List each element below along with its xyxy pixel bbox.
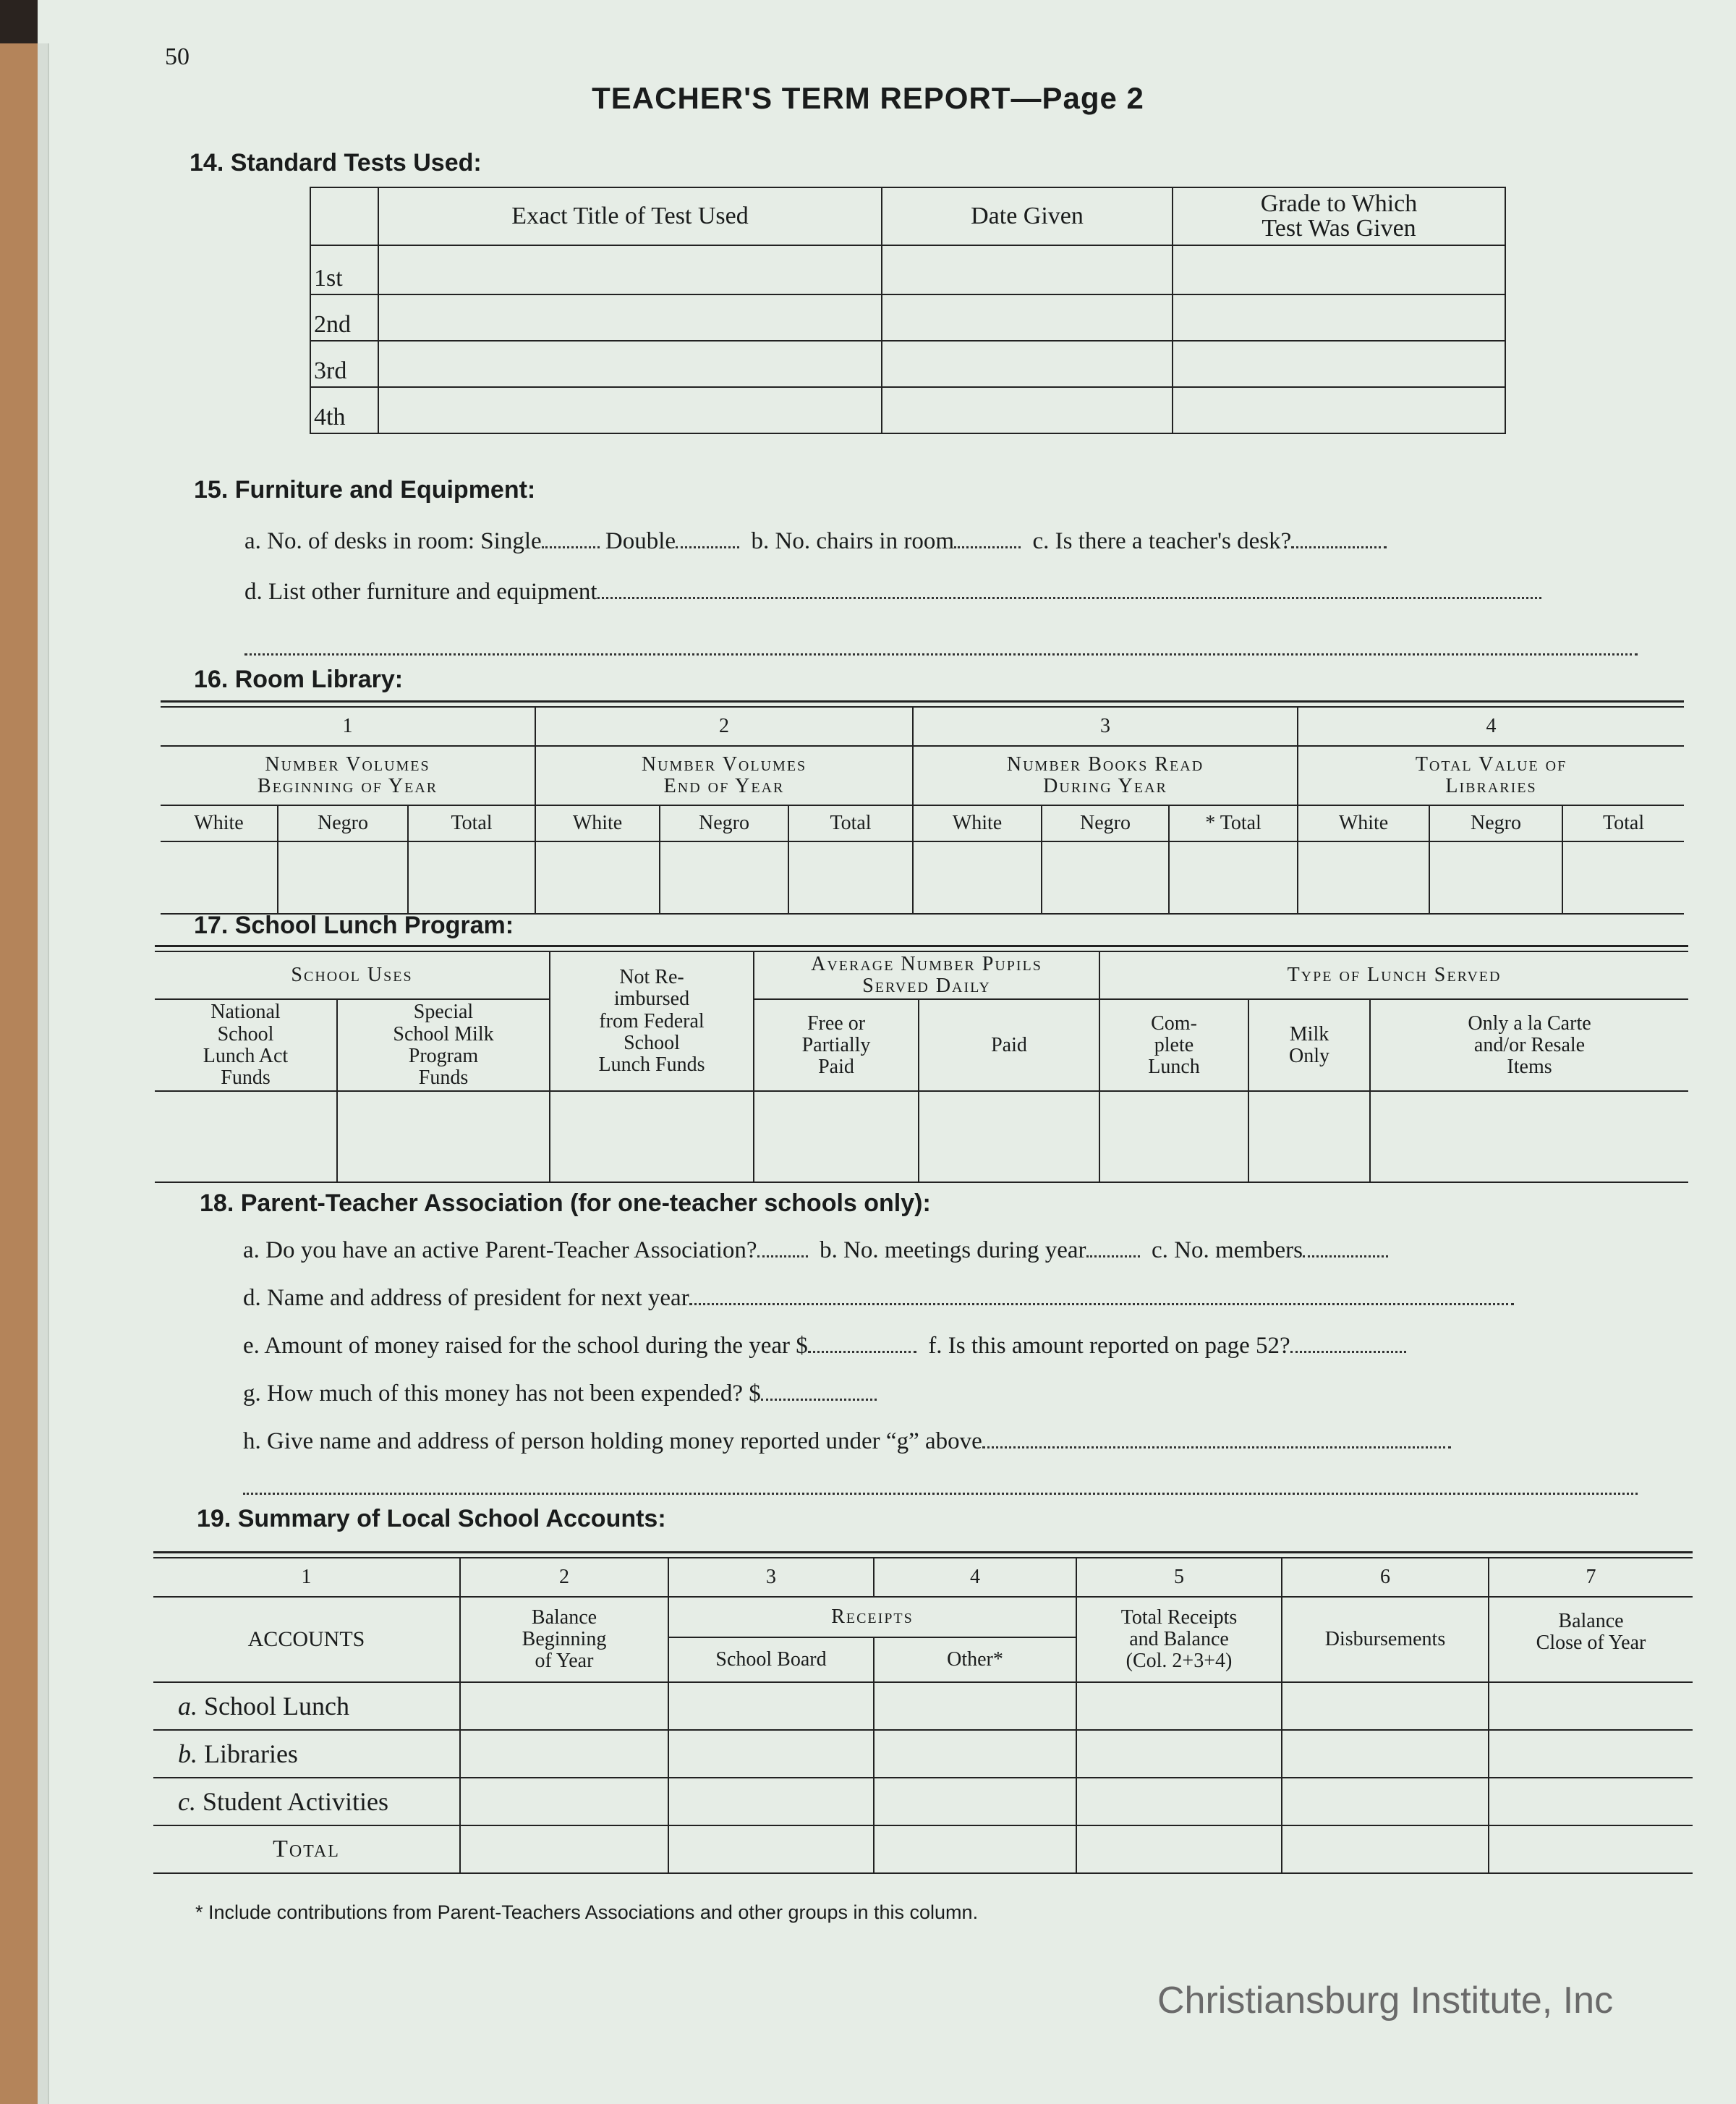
entry-cell[interactable] — [919, 1091, 1099, 1182]
entry-cell[interactable] — [550, 1091, 754, 1182]
sp-line: Special — [413, 1001, 474, 1024]
field-double-desks[interactable] — [676, 546, 739, 548]
row-label: Libraries — [204, 1739, 298, 1768]
field-money-holder[interactable] — [982, 1446, 1451, 1448]
entry-cell[interactable] — [1169, 841, 1298, 914]
nr-line: from Federal — [599, 1009, 705, 1032]
test-title-cell[interactable] — [378, 341, 882, 387]
national-header — [155, 999, 337, 1091]
sub-total: Total — [1562, 805, 1684, 841]
label-money-holder: h. Give name and address of person holding money reported under “g” above — [243, 1428, 982, 1454]
field-chairs[interactable] — [954, 546, 1021, 548]
entry-cell[interactable] — [1282, 1682, 1489, 1730]
col-num-4: 4 — [874, 1558, 1076, 1597]
entry-cell[interactable] — [1282, 1730, 1489, 1778]
label-members: c. No. members — [1152, 1237, 1303, 1263]
entry-cell[interactable] — [155, 1091, 337, 1182]
entry-cell[interactable] — [874, 1825, 1076, 1873]
average-header — [754, 951, 1099, 999]
bb-line: Balance — [531, 1605, 597, 1629]
field-money-holder-cont[interactable] — [243, 1492, 1638, 1495]
balance-close-header — [1489, 1597, 1693, 1682]
col-num-3: 3 — [668, 1558, 874, 1597]
test-grade-cell[interactable] — [1173, 294, 1505, 341]
label-active-pta: a. Do you have an active Parent-Teacher Association? — [243, 1237, 757, 1263]
group-1-line1: Number Volumes — [265, 752, 430, 776]
free-line: Partially — [801, 1033, 871, 1056]
entry-cell[interactable] — [460, 1682, 668, 1730]
entry-cell[interactable] — [788, 841, 913, 914]
group-1-num: 1 — [161, 707, 535, 746]
entry-cell[interactable] — [1489, 1778, 1693, 1825]
free-header — [754, 999, 919, 1091]
group-4-line1: Total Value of — [1415, 752, 1567, 776]
entry-cell[interactable] — [1489, 1730, 1693, 1778]
group-3-label — [913, 746, 1298, 805]
group-2-line2: End of Year — [663, 775, 785, 797]
field-teacher-desk[interactable] — [1291, 546, 1387, 548]
section-18-heading: 18. Parent-Teacher Association (for one-teacher schools only): — [200, 1189, 931, 1217]
sub-negro: Negro — [660, 805, 788, 841]
sp-line: Program — [408, 1044, 479, 1067]
label-money-raised: e. Amount of money raised for the school during the year $ — [243, 1333, 808, 1359]
milk-line: Milk — [1289, 1022, 1329, 1045]
col-num-2: 2 — [460, 1558, 668, 1597]
cl-line: Lunch — [1148, 1056, 1200, 1079]
sub-white: White — [161, 805, 278, 841]
entry-cell[interactable] — [1076, 1778, 1282, 1825]
ala-line: and/or Resale — [1473, 1033, 1586, 1056]
line-18a — [243, 1237, 1388, 1264]
not-reimbursed-header — [550, 951, 754, 1091]
row-label: School Lunch — [204, 1691, 349, 1721]
blank-header — [310, 187, 378, 245]
receipts-header: Receipts — [668, 1597, 1076, 1637]
complete-lunch-header — [1099, 999, 1248, 1091]
entry-cell[interactable] — [1076, 1730, 1282, 1778]
col-num-1: 1 — [153, 1558, 460, 1597]
nat-line: Funds — [221, 1066, 271, 1090]
entry-cell[interactable] — [1076, 1825, 1282, 1873]
watermark: Christiansburg Institute, Inc — [1157, 1980, 1614, 2022]
test-date-cell[interactable] — [882, 245, 1173, 294]
entry-cell[interactable] — [1562, 841, 1684, 914]
field-members[interactable] — [1303, 1255, 1388, 1257]
school-lunch-table — [155, 951, 1688, 1183]
field-active-pta[interactable] — [757, 1255, 808, 1257]
row-student-activities — [153, 1778, 460, 1825]
page-title: TEACHER'S TERM REPORT—Page 2 — [592, 81, 1144, 115]
entry-cell[interactable] — [1370, 1091, 1688, 1182]
page-edge — [38, 43, 49, 2104]
label-chairs: b. No. chairs in room — [751, 528, 954, 554]
free-line: Free or — [807, 1011, 866, 1035]
entry-cell[interactable] — [460, 1778, 668, 1825]
section-17-heading: 17. School Lunch Program: — [194, 912, 514, 939]
test-date-cell[interactable] — [882, 294, 1173, 341]
test-title-cell[interactable] — [378, 387, 882, 433]
entry-cell[interactable] — [1076, 1682, 1282, 1730]
group-3-line1: Number Books Read — [1006, 752, 1204, 776]
test-grade-cell[interactable] — [1173, 245, 1505, 294]
room-library-table — [161, 706, 1684, 915]
entry-cell[interactable] — [660, 841, 788, 914]
nr-line: Not Re- — [619, 966, 684, 989]
field-reported[interactable] — [1290, 1350, 1406, 1353]
sub-negro: Negro — [278, 805, 408, 841]
double-rule — [155, 945, 1688, 947]
nr-line: Lunch Funds — [598, 1053, 705, 1077]
col-num-6: 6 — [1282, 1558, 1489, 1597]
school-board-header: School Board — [668, 1637, 874, 1682]
entry-cell[interactable] — [874, 1778, 1076, 1825]
tr-line: and Balance — [1129, 1627, 1229, 1650]
row-label: 2nd — [310, 294, 378, 341]
entry-cell[interactable] — [278, 841, 408, 914]
nr-line: imbursed — [613, 988, 690, 1011]
group-2-label — [535, 746, 913, 805]
sub-total: Total — [408, 805, 535, 841]
test-grade-cell[interactable] — [1173, 387, 1505, 433]
label-not-expended: g. How much of this money has not been expended? $ — [243, 1380, 761, 1407]
tr-line: Total Receipts — [1120, 1605, 1238, 1629]
field-president[interactable] — [689, 1302, 1514, 1305]
nat-line: School — [217, 1022, 274, 1045]
group-2-line1: Number Volumes — [641, 752, 807, 776]
row-label: 4th — [310, 387, 378, 433]
page-number: 50 — [165, 43, 190, 70]
section-14-heading: 14. Standard Tests Used: — [190, 149, 482, 177]
row-libraries — [153, 1730, 460, 1778]
col-exact-title: Exact Title of Test Used — [378, 187, 882, 245]
ala-line: Only a la Carte — [1468, 1011, 1591, 1035]
test-date-cell[interactable] — [882, 387, 1173, 433]
entry-cell[interactable] — [874, 1682, 1076, 1730]
entry-cell[interactable] — [1042, 841, 1169, 914]
field-meetings[interactable] — [1086, 1255, 1140, 1257]
group-1-label — [161, 746, 535, 805]
col-grade — [1173, 187, 1505, 245]
entry-cell[interactable] — [874, 1730, 1076, 1778]
test-grade-cell[interactable] — [1173, 341, 1505, 387]
group-4-num: 4 — [1298, 707, 1684, 746]
label-reported: f. Is this amount reported on page 52? — [928, 1333, 1290, 1359]
col-date-given: Date Given — [882, 187, 1173, 245]
disbursements-header: Disbursements — [1282, 1597, 1489, 1682]
label-teacher-desk: c. Is there a teacher's desk? — [1032, 528, 1292, 554]
col-grade-line2: Test Was Given — [1261, 215, 1416, 242]
entry-cell[interactable] — [1282, 1778, 1489, 1825]
bb-line: Beginning — [522, 1627, 607, 1650]
row-letter: c. — [178, 1786, 196, 1816]
type-of-lunch-header: Type of Lunch Served — [1099, 951, 1688, 999]
col-num-7: 7 — [1489, 1558, 1693, 1597]
row-label: 3rd — [310, 341, 378, 387]
sub-white: White — [535, 805, 660, 841]
row-label: 1st — [310, 245, 378, 294]
double-rule — [161, 700, 1684, 703]
entry-cell[interactable] — [161, 841, 278, 914]
label-president: d. Name and address of president for next year — [243, 1285, 689, 1311]
label-desks-single: a. No. of desks in room: Single — [244, 528, 542, 554]
entry-cell[interactable] — [1489, 1682, 1693, 1730]
entry-cell[interactable] — [668, 1730, 874, 1778]
entry-cell[interactable] — [668, 1682, 874, 1730]
entry-cell[interactable] — [1298, 841, 1429, 914]
free-line: Paid — [818, 1056, 854, 1079]
entry-cell[interactable] — [1489, 1825, 1693, 1873]
balance-begin-header — [460, 1597, 668, 1682]
field-other-furniture[interactable] — [597, 596, 1541, 599]
field-not-expended[interactable] — [761, 1398, 877, 1401]
col-grade-line1: Grade to Which — [1260, 190, 1418, 217]
avg-line2: Served Daily — [862, 975, 991, 998]
group-2-num: 2 — [535, 707, 913, 746]
bc-line: Close of Year — [1536, 1632, 1646, 1655]
entry-cell[interactable] — [535, 841, 660, 914]
sub-negro: Negro — [1429, 805, 1562, 841]
group-1-line2: Beginning of Year — [257, 775, 438, 797]
group-3-num: 3 — [913, 707, 1298, 746]
line-18h — [243, 1428, 1451, 1455]
double-rule — [153, 1551, 1693, 1553]
field-other-furniture-cont[interactable] — [244, 653, 1638, 656]
bb-line: of Year — [535, 1650, 594, 1673]
nr-line: School — [624, 1031, 680, 1054]
sub-white: White — [913, 805, 1042, 841]
ala-carte-header — [1370, 999, 1688, 1091]
entry-cell[interactable] — [913, 841, 1042, 914]
section-16-heading: 16. Room Library: — [194, 666, 404, 693]
section-15-heading: 15. Furniture and Equipment: — [194, 476, 536, 504]
group-4-line2: Libraries — [1445, 775, 1537, 797]
bc-line: Balance — [1558, 1610, 1624, 1632]
entry-cell[interactable] — [460, 1730, 668, 1778]
entry-cell[interactable] — [408, 841, 535, 914]
test-date-cell[interactable] — [882, 341, 1173, 387]
ala-line: Items — [1507, 1056, 1552, 1079]
entry-cell[interactable] — [1429, 841, 1562, 914]
line-15a — [244, 528, 1387, 555]
cl-line: plete — [1154, 1033, 1194, 1056]
nat-line: Lunch Act — [203, 1044, 289, 1067]
col-num-5: 5 — [1076, 1558, 1282, 1597]
row-letter: a. — [178, 1691, 197, 1721]
sub-negro: Negro — [1042, 805, 1169, 841]
accounts-header: ACCOUNTS — [153, 1597, 460, 1682]
milk-line: Only — [1289, 1044, 1329, 1067]
entry-cell[interactable] — [337, 1091, 550, 1182]
section-19-heading: 19. Summary of Local School Accounts: — [197, 1505, 666, 1532]
total-receipts-header — [1076, 1597, 1282, 1682]
entry-cell[interactable] — [754, 1091, 919, 1182]
group-4-label — [1298, 746, 1684, 805]
test-title-cell[interactable] — [378, 245, 882, 294]
cl-line: Com- — [1151, 1011, 1197, 1035]
footnote: * Include contributions from Parent-Teachers Associations and other groups in this column. — [195, 1901, 979, 1923]
entry-cell[interactable] — [668, 1825, 874, 1873]
entry-cell[interactable] — [1248, 1091, 1370, 1182]
tr-line: (Col. 2+3+4) — [1126, 1650, 1233, 1673]
test-title-cell[interactable] — [378, 294, 882, 341]
local-accounts-table — [153, 1557, 1693, 1874]
sp-line: Funds — [418, 1066, 469, 1090]
entry-cell[interactable] — [1282, 1825, 1489, 1873]
line-15d — [244, 579, 1541, 606]
row-school-lunch — [153, 1682, 460, 1730]
standard-tests-table — [310, 187, 1506, 434]
avg-line1: Average Number Pupils — [811, 953, 1042, 975]
line-18e — [243, 1333, 1406, 1359]
special-milk-header — [337, 999, 550, 1091]
field-single-desks[interactable] — [542, 546, 600, 548]
sp-line: School Milk — [393, 1022, 494, 1045]
line-18d — [243, 1285, 1514, 1312]
line-18g — [243, 1380, 877, 1407]
other-header: Other* — [874, 1637, 1076, 1682]
school-uses-header: School Uses — [155, 951, 550, 999]
sub-white: White — [1298, 805, 1429, 841]
field-money-raised[interactable] — [808, 1350, 916, 1353]
nat-line: National — [210, 1001, 281, 1024]
row-total: Total — [153, 1825, 460, 1873]
label-other-furniture: d. List other furniture and equipment — [244, 579, 597, 605]
sub-star-total: * Total — [1169, 805, 1298, 841]
entry-cell[interactable] — [1099, 1091, 1248, 1182]
label-double: Double — [605, 528, 676, 554]
entry-cell[interactable] — [668, 1778, 874, 1825]
sub-total: Total — [788, 805, 913, 841]
row-label: Student Activities — [202, 1786, 388, 1816]
group-3-line2: During Year — [1043, 775, 1167, 797]
row-letter: b. — [178, 1739, 197, 1768]
paid-header: Paid — [919, 999, 1099, 1091]
milk-only-header — [1248, 999, 1370, 1091]
label-meetings: b. No. meetings during year — [820, 1237, 1086, 1263]
entry-cell[interactable] — [460, 1825, 668, 1873]
